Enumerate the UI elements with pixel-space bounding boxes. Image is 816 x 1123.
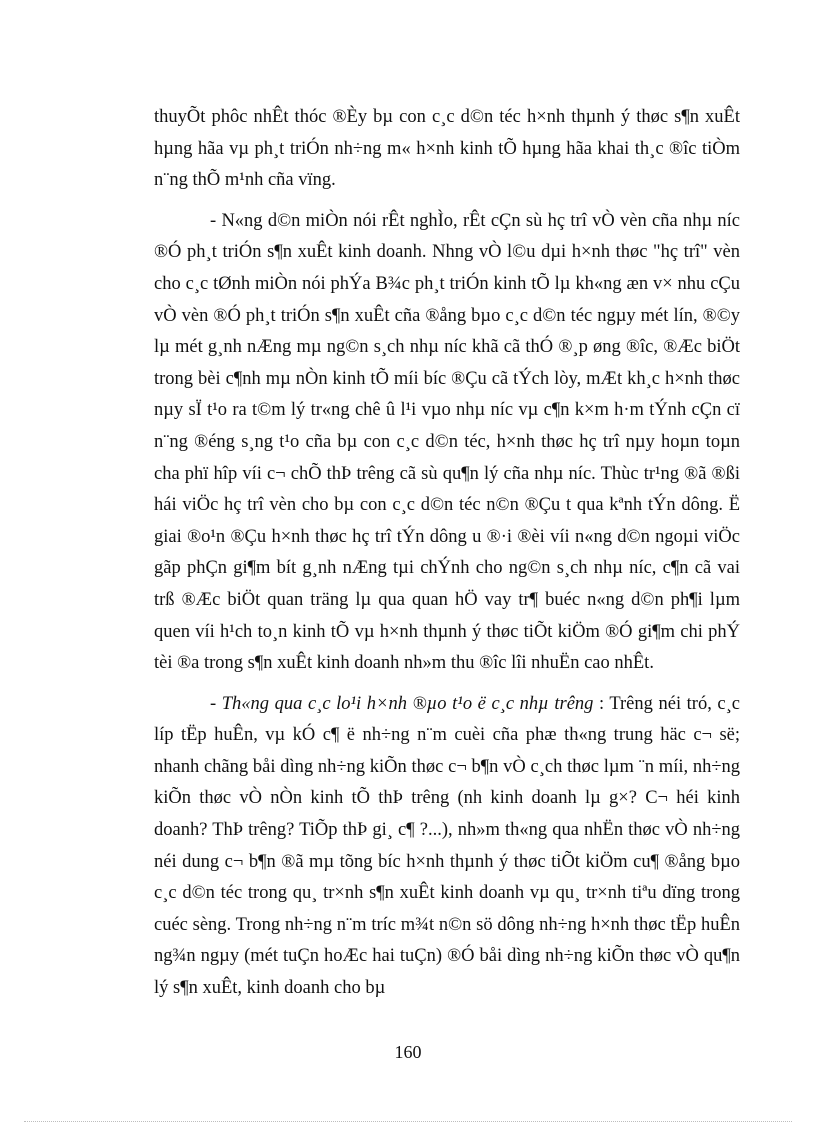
page-bottom-divider xyxy=(24,1121,792,1122)
paragraph-2: - N«ng d©n miÒn nói rÊt nghÌo, rÊt cÇn sù hç trî vÒ vèn cña nhµ níc ®Ó ph¸t triÓn s¶n xuÊt kinh doanh. Nhng vÒ l©u dµi h×nh thøc "hç trî" vèn cho c¸c tØnh miÒn nói phÝa B¾c ph¸t triÓn kinh tÕ lµ kh«ng æn v× nhu cÇu vÒ vèn ®Ó ph¸t triÓn s¶n xuÊt cña ®ång bµo c¸c d©n téc ngµy mét lín, ®©y lµ mét g¸nh nÆng mµ ng©n s¸ch nhµ níc khã cã thÓ ®¸p øng ®îc, ®Æc biÖt trong bèi c¶nh mµ nÒn kinh tÕ míi bíc ®Çu cã tÝch lòy, mÆt kh¸c h×nh thøc nµy sÏ t¹o ra t©m lý tr«ng chê û l¹i vµo nhµ níc vµ c¶n k×m h·m tÝnh cÇn cï n¨ng ®éng s¸ng t¹o cña bµ con c¸c d©n téc, h×nh thøc hç trî nµy hoµn toµn cha phï hîp víi c¬ chÕ thÞ trêng cã sù qu¶n lý cña nhµ níc. Thùc tr¹ng ®ã ®ßi hái viÖc hç trî vèn cho bµ con c¸c d©n téc n©n ®Çu t qua kªnh tÝn dông. Ë giai ®o¹n ®Çu h×nh thøc hç trî tÝn dông u ®·i ®èi víi n«ng d©n ngoµi viÖc gãp phÇn gi¶m bít g¸nh nÆng tµi chÝnh cho ng©n s¸ch nhµ níc, c¶n cã vai trß ®Æc biÖt quan träng lµ qua quan hÖ vay tr¶ buéc n«ng d©n ph¶i lµm quen víi h¹ch to¸n kinh tÕ vµ h×nh thµnh ý thøc tiÕt kiÖm ®Ó gi¶m chi phÝ tèi ®a trong s¶n xuÊt kinh doanh nh»m thu ®îc lîi nhuËn cao nhÊt. xyxy=(154,210,740,674)
body-text xyxy=(154,102,740,1005)
paragraph-1: thuyÕt phôc nhÊt thóc ®Èy bµ con c¸c d©n téc h×nh thµnh ý thøc s¶n xuÊt hµng hãa vµ ph¸t triÓn nh÷ng m« h×nh kinh tÕ hµng hãa khai th¸c ®îc tiÒm n¨ng thÕ m¹nh cña vïng. xyxy=(154,107,740,191)
paragraph-3-italic-lead: - Th«ng qua c¸c lo¹i h×nh ®µo t¹o ë c¸c nhµ trêng xyxy=(210,693,594,714)
page-number: 160 xyxy=(394,1042,422,1062)
paragraph-3-body: : Trêng néi tró, c¸c líp tËp huÊn, vµ kÓ c¶ ë nh÷ng n¨m cuèi cña phæ th«ng trung häc c¬ së; nhanh chãng båi dìng nh÷ng kiÕn thøc c¬ b¶n vÒ c¸ch thøc lµm ¨n míi, nh÷ng kiÕn thøc vÒ nÒn kinh tÕ thÞ trêng (nh kinh doanh lµ g×? C¬ héi kinh doanh? ThÞ trêng? TiÕp thÞ gi¸ c¶ ?...), nh»m th«ng qua nhËn thøc vÒ nh÷ng néi dung c¬ b¶n ®ã mµ tõng bíc h×nh thµnh ý thøc tiÕt kiÖm cu¶ ®ång bµo c¸c d©n téc trong qu¸ tr×nh s¶n xuÊt kinh doanh vµ qu¸ tr×nh tiªu dïng trong cuéc sèng. Trong nh÷ng n¨m tríc m¾t n©n sö dông nh÷ng h×nh thøc tËp huÊn ng¾n ngµy (mét tuÇn hoÆc hai tuÇn) ®Ó båi dìng nh÷ng kiÕn thøc vÒ qu¶n lý s¶n xuÊt, kinh doanh cho bµ xyxy=(154,693,741,999)
paragraph-3 xyxy=(154,689,740,1005)
